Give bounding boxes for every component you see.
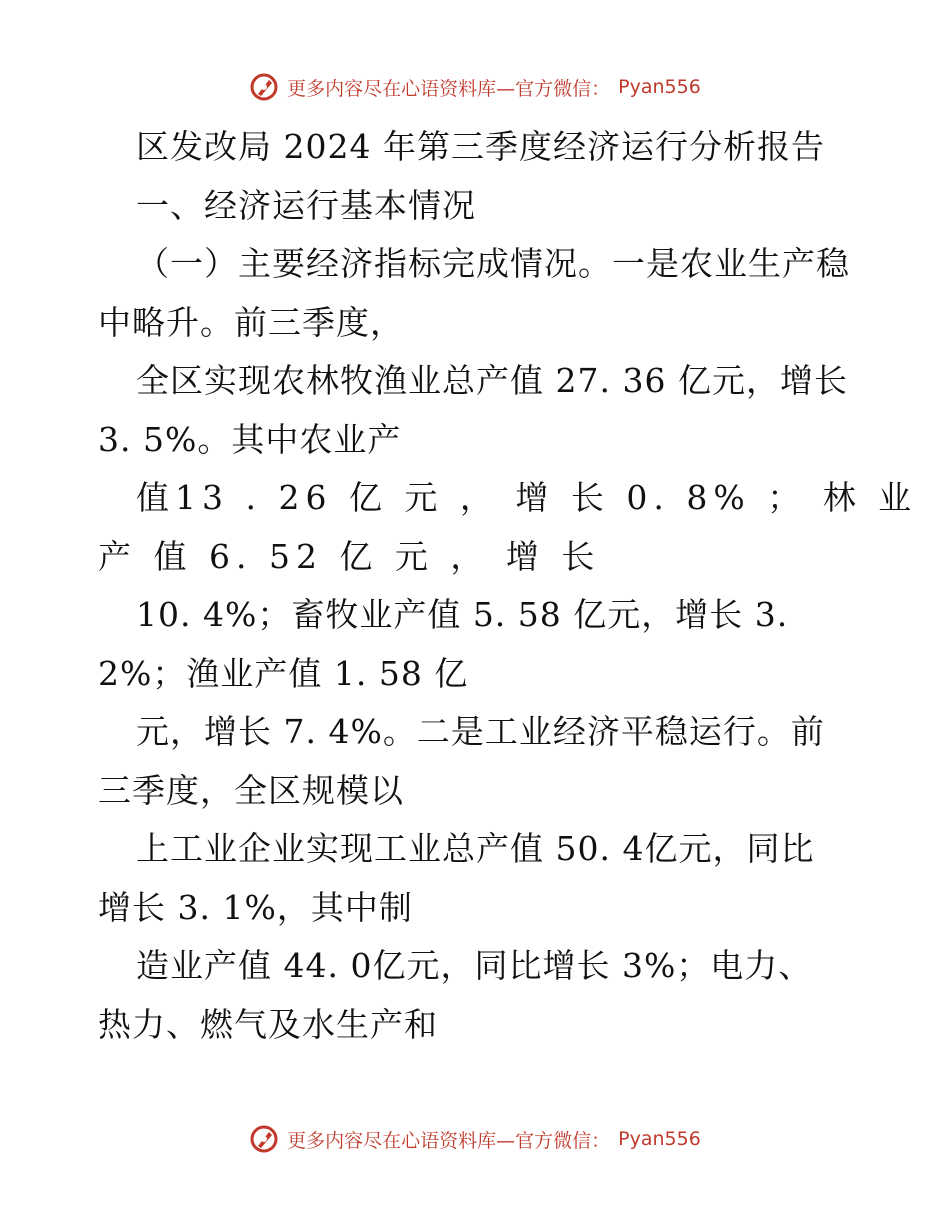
watermark-text: 更多内容尽在心语资料库—官方微信： xyxy=(287,1129,611,1152)
paragraph-line: 中略升。前三季度， xyxy=(98,302,404,342)
document-body xyxy=(98,118,918,1054)
paragraph-line: （一）主要经济指标完成情况。一是农业生产稳 xyxy=(136,244,850,283)
paragraph-line: 全区实现农林牧渔业总产值 27. 36 亿元，增长 xyxy=(136,361,848,400)
pen-logo-icon xyxy=(249,1124,279,1154)
watermark-account: Pyan556 xyxy=(618,1128,701,1150)
paragraph-line: 三季度，全区规模以 xyxy=(98,770,404,810)
paragraph-line: 热力、燃气及水生产和 xyxy=(98,1004,438,1044)
paragraph-line: 10. 4%；畜牧业产值 5. 58 亿元，增长 3. xyxy=(136,595,789,634)
watermark-banner-top xyxy=(0,72,950,102)
watermark-banner-bottom xyxy=(0,1124,950,1154)
paragraph-line: 3. 5%。其中农业产 xyxy=(98,419,402,459)
paragraph-line: 上工业企业实现工业总产值 50. 4亿元，同比 xyxy=(136,829,815,868)
watermark-account: Pyan556 xyxy=(618,76,701,98)
paragraph-line: 增长 3. 1%，其中制 xyxy=(98,887,413,927)
document-title: 区发改局 2024 年第三季度经济运行分析报告 xyxy=(136,127,825,166)
paragraph-line: 造业产值 44. 0亿元，同比增长 3%；电力、 xyxy=(136,946,813,985)
paragraph-line: 2%；渔业产值 1. 58 亿 xyxy=(98,653,469,693)
watermark-text: 更多内容尽在心语资料库—官方微信： xyxy=(287,77,611,100)
pen-logo-icon xyxy=(249,72,279,102)
paragraph-line: 值13 . 26 亿 元 ， 增 长 0. 8% ； 林 业 xyxy=(136,478,918,517)
paragraph-line: 产 值 6. 52 亿 元 ， 增 长 xyxy=(98,536,601,576)
paragraph-line: 元，增长 7. 4%。二是工业经济平稳运行。前 xyxy=(136,712,825,751)
section-heading: 一、经济运行基本情况 xyxy=(136,185,476,225)
